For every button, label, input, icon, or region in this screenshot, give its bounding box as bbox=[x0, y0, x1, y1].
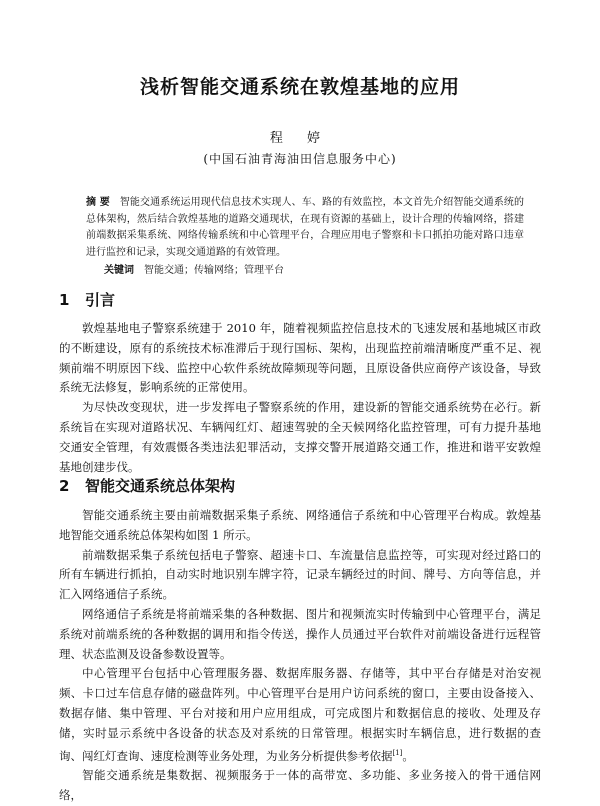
citation-ref: [1] bbox=[392, 748, 403, 757]
section-2-body bbox=[59, 506, 541, 806]
paragraph: 网络通信子系统是将前端采集的各种数据、图片和视频流实时传输到中心管理平台，满足系统对前端系统的各种数据的调用和指令传送，操作人员通过平台软件对前端设备进行远程管理、状态监测及设备参数设置等。 bbox=[59, 606, 541, 661]
section-1-body bbox=[59, 319, 541, 477]
paragraph: 智能交通系统主要由前端数据采集子系统、网络通信子系统和中心管理平台构成。敦煌基地智能交通系统总体架构如图 1 所示。 bbox=[59, 508, 541, 542]
keywords-text: 智能交通；传输网络；管理平台 bbox=[144, 265, 284, 276]
author-affiliation: (中国石油青海油田信息服务中心) bbox=[203, 152, 397, 166]
author-name: 程 婷 bbox=[269, 131, 331, 146]
section-1-heading bbox=[59, 289, 115, 310]
abstract-block bbox=[86, 195, 524, 261]
paper-title: 浅析智能交通系统在敦煌基地的应用 bbox=[139, 76, 460, 98]
section-number: 2 bbox=[59, 477, 70, 495]
section-title: 引言 bbox=[85, 291, 116, 309]
keywords-block bbox=[104, 261, 284, 276]
paragraph: 前端数据采集子系统包括电子警察、超速卡口、车流量信息监控等，可实现对经过路口的所有车辆进行抓拍，自动实时地识别车牌字符，记录车辆经过的时间、牌号、方向等信息，并汇入网络通信子系统。 bbox=[59, 547, 541, 602]
abstract-label: 摘 要 bbox=[86, 197, 110, 208]
section-title: 智能交通系统总体架构 bbox=[85, 477, 236, 495]
section-2-heading bbox=[59, 475, 235, 496]
abstract-text: 智能交通系统运用现代信息技术实现人、车、路的有效监控，本文首先介绍智能交通系统的总体架构，然后结合敦煌基地的道路交通现状，在现有资源的基础上，设计合理的传输网络，搭建前端数据采集系统、网络传输系统和中心管理平台，合理应用电子警察和卡口抓拍功能对路口违章进行监控和记录，实现交通道路的有效管理。 bbox=[86, 197, 525, 258]
section-number: 1 bbox=[59, 291, 70, 309]
paragraph bbox=[59, 664, 541, 766]
keywords-label: 关键词 bbox=[104, 265, 134, 276]
paragraph-text: 中心管理平台包括中心管理服务器、数据库服务器、存储等，其中平台存储是对治安视频、卡口过车信息存储的磁盘阵列。中心管理平台是用户访问系统的窗口，主要由设备接入、数据存储、集中管理、平台对接和用户应用组成，可完成图片和数据信息的接收、处理及存储，实时显示系统中各设备的状态及对系统的日常管理。根据实时车辆信息，进行数据的查询、闯红灯查询、速度检测等业务处理，为业务分析提供参考依据 bbox=[59, 666, 541, 763]
paragraph: 敦煌基地电子警察系统建于 2010 年，随着视频监控信息技术的飞速发展和基地城区市政的不断建设，原有的系统技术标准滞后于现行国标、架构，出现监控前端清晰度严重不足、视频前端不明原因下线、监控中心软件系统故障频现等问题，且原设备供应商停产该设备，导致系统无法修复，影响系统的正常使用。 bbox=[59, 321, 541, 395]
paragraph: 智能交通系统是集数据、视频服务于一体的高带宽、多功能、多业务接入的骨干通信网络， bbox=[59, 768, 541, 802]
paragraph-end: 。 bbox=[402, 748, 414, 763]
paragraph: 为尽快改变现状，进一步发挥电子警察系统的作用，建设新的智能交通系统势在必行。新系统旨在实现对道路状况、车辆闯红灯、超速驾驶的全天候网络化监控管理，可有力提升基地交通安全管理，有效震慑各类违法犯罪活动，支撑交警开展道路交通工作，推进和谐平安敦煌基地创建步伐。 bbox=[59, 400, 541, 474]
